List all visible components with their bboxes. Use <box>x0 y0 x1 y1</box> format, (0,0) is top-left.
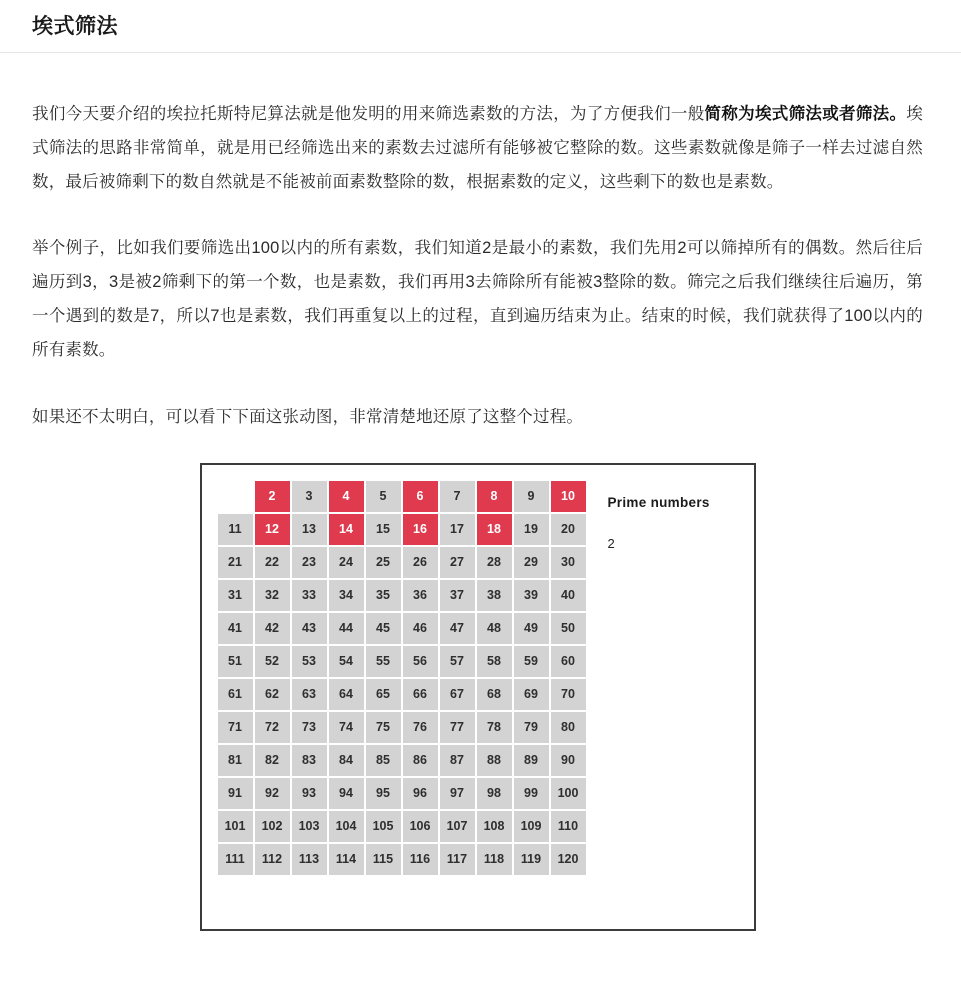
grid-cell: 109 <box>514 811 549 842</box>
grid-cell: 45 <box>366 613 401 644</box>
grid-cell: 106 <box>403 811 438 842</box>
grid-cell: 61 <box>218 679 253 710</box>
grid-cell: 114 <box>329 844 364 875</box>
grid-cell: 58 <box>477 646 512 677</box>
grid-cell: 65 <box>366 679 401 710</box>
grid-cell: 34 <box>329 580 364 611</box>
grid-cell: 51 <box>218 646 253 677</box>
grid-cell: 32 <box>255 580 290 611</box>
grid-cell: 92 <box>255 778 290 809</box>
grid-cell: 101 <box>218 811 253 842</box>
grid-cell: 77 <box>440 712 475 743</box>
grid-cell: 11 <box>218 514 253 545</box>
grid-cell: 13 <box>292 514 327 545</box>
grid-cell: 15 <box>366 514 401 545</box>
grid-cell: 81 <box>218 745 253 776</box>
grid-cell: 63 <box>292 679 327 710</box>
grid-cell: 75 <box>366 712 401 743</box>
grid-cell-empty <box>218 481 253 512</box>
grid-cell: 62 <box>255 679 290 710</box>
grid-cell: 38 <box>477 580 512 611</box>
figure-frame <box>200 463 756 931</box>
grid-cell: 43 <box>292 613 327 644</box>
grid-cell: 57 <box>440 646 475 677</box>
grid-cell: 64 <box>329 679 364 710</box>
grid-cell: 80 <box>551 712 586 743</box>
grid-cell: 3 <box>292 481 327 512</box>
grid-cell: 89 <box>514 745 549 776</box>
number-grid <box>218 481 586 929</box>
grid-cell: 22 <box>255 547 290 578</box>
grid-cell: 67 <box>440 679 475 710</box>
grid-cell: 113 <box>292 844 327 875</box>
grid-cell: 40 <box>551 580 586 611</box>
paragraph-1 <box>32 98 923 199</box>
grid-cell: 82 <box>255 745 290 776</box>
legend-title: Prime numbers <box>607 494 710 510</box>
legend-primes-list <box>608 532 710 555</box>
grid-cell: 97 <box>440 778 475 809</box>
grid-cell: 102 <box>255 811 290 842</box>
grid-cell: 85 <box>366 745 401 776</box>
grid-cell: 83 <box>292 745 327 776</box>
grid-cell: 59 <box>514 646 549 677</box>
paragraph-3-run-1: 如果还不太明白，可以看下下面这张动图，非常清楚地还原了这整个过程。 <box>32 407 584 426</box>
grid-cell: 30 <box>551 547 586 578</box>
grid-cell: 47 <box>440 613 475 644</box>
grid-cell: 23 <box>292 547 327 578</box>
grid-cell: 91 <box>218 778 253 809</box>
grid-cell: 104 <box>329 811 364 842</box>
page-title: 埃式筛法 <box>32 15 118 38</box>
grid-cell: 9 <box>514 481 549 512</box>
grid-cell: 48 <box>477 613 512 644</box>
paragraph-1-run-1: 我们今天要介绍的埃拉托斯特尼算法就是他发明的用来筛选素数的方法，为了方便我们一般 <box>32 105 705 123</box>
grid-cell: 26 <box>403 547 438 578</box>
grid-cell: 19 <box>514 514 549 545</box>
grid-cell: 10 <box>551 481 586 512</box>
paragraph-1-run-2: 简称为埃式筛法或者筛法。 <box>704 105 907 123</box>
grid-cell: 46 <box>403 613 438 644</box>
grid-cell: 74 <box>329 712 364 743</box>
grid-cell: 88 <box>477 745 512 776</box>
grid-cell: 50 <box>551 613 586 644</box>
grid-cell: 42 <box>255 613 290 644</box>
grid-cell: 115 <box>366 844 401 875</box>
grid-cell: 100 <box>551 778 586 809</box>
grid-cell: 44 <box>329 613 364 644</box>
grid-cell: 95 <box>366 778 401 809</box>
grid-cell: 28 <box>477 547 512 578</box>
grid-cell: 116 <box>403 844 438 875</box>
grid-cell: 107 <box>440 811 475 842</box>
grid-cell: 37 <box>440 580 475 611</box>
grid-cell: 117 <box>440 844 475 875</box>
grid-cell: 54 <box>329 646 364 677</box>
grid-cell: 25 <box>366 547 401 578</box>
grid-cell: 111 <box>218 844 253 875</box>
figure-legend <box>608 481 710 929</box>
grid-cell: 14 <box>329 514 364 545</box>
legend-prime-item: 2 <box>607 535 615 551</box>
paragraph-1-run-3: 埃式筛法的思路非常简单，就是用已经筛选出来的素数去过滤所有能够被它整除的数。这些素数就像是筛子一样去过滤自然数，最后被筛剩下的数自然就是不能被前面素数整除的数，根据素数的定义，这些剩下的数也是素数。 <box>32 105 923 191</box>
figure-sieve-animation <box>32 463 923 931</box>
grid-cell: 7 <box>440 481 475 512</box>
grid-cell: 120 <box>551 844 586 875</box>
grid-cell: 86 <box>403 745 438 776</box>
grid-cell: 12 <box>255 514 290 545</box>
grid-cell: 76 <box>403 712 438 743</box>
grid-cell: 56 <box>403 646 438 677</box>
grid-cell: 35 <box>366 580 401 611</box>
grid-cell: 17 <box>440 514 475 545</box>
document-body <box>0 98 961 931</box>
grid-cell: 16 <box>403 514 438 545</box>
grid-cell: 103 <box>292 811 327 842</box>
grid-cell: 79 <box>514 712 549 743</box>
grid-cell: 93 <box>292 778 327 809</box>
grid-cell: 39 <box>514 580 549 611</box>
grid-cell: 73 <box>292 712 327 743</box>
grid-cell: 119 <box>514 844 549 875</box>
grid-cell: 66 <box>403 679 438 710</box>
grid-cell: 84 <box>329 745 364 776</box>
grid-cell: 112 <box>255 844 290 875</box>
grid-cell: 5 <box>366 481 401 512</box>
grid-cell: 70 <box>551 679 586 710</box>
grid-cell: 96 <box>403 778 438 809</box>
grid-cell: 110 <box>551 811 586 842</box>
grid-cell: 27 <box>440 547 475 578</box>
grid-cell: 41 <box>218 613 253 644</box>
grid-cell: 99 <box>514 778 549 809</box>
grid-cell: 20 <box>551 514 586 545</box>
grid-cell: 52 <box>255 646 290 677</box>
paragraph-2 <box>32 232 923 367</box>
grid-cell: 94 <box>329 778 364 809</box>
paragraph-3 <box>32 401 923 435</box>
grid-cell: 36 <box>403 580 438 611</box>
paragraph-2-run-1: 举个例子，比如我们要筛选出100以内的所有素数，我们知道2是最小的素数，我们先用2可以筛掉所有的偶数。然后往后遍历到3，3是被2筛剩下的第一个数，也是素数，我们再用3去筛除所有能被3整除的数。筛完之后我们继续往后遍历，第一个遇到的数是7，所以7也是素数，我们再重复以上的过程，直到遍历结束为止。结束的时候，我们就获得了100以内的所有素数。 <box>32 239 923 359</box>
grid-cell: 21 <box>218 547 253 578</box>
grid-cell: 49 <box>514 613 549 644</box>
grid-cell: 2 <box>255 481 290 512</box>
grid-cell: 69 <box>514 679 549 710</box>
grid-cell: 33 <box>292 580 327 611</box>
grid-cell: 98 <box>477 778 512 809</box>
title-area <box>0 0 961 40</box>
grid-cell: 29 <box>514 547 549 578</box>
grid-cell: 18 <box>477 514 512 545</box>
grid-cell: 108 <box>477 811 512 842</box>
grid-cell: 87 <box>440 745 475 776</box>
grid-cell: 55 <box>366 646 401 677</box>
title-divider <box>0 52 961 53</box>
grid-cell: 60 <box>551 646 586 677</box>
grid-cell: 118 <box>477 844 512 875</box>
grid-cell: 6 <box>403 481 438 512</box>
grid-cell: 105 <box>366 811 401 842</box>
grid-cell: 78 <box>477 712 512 743</box>
grid-cell: 4 <box>329 481 364 512</box>
grid-cell: 53 <box>292 646 327 677</box>
grid-cell: 71 <box>218 712 253 743</box>
grid-cell: 31 <box>218 580 253 611</box>
grid-cell: 72 <box>255 712 290 743</box>
grid-cell: 8 <box>477 481 512 512</box>
grid-cell: 24 <box>329 547 364 578</box>
grid-cell: 90 <box>551 745 586 776</box>
grid-cell: 68 <box>477 679 512 710</box>
